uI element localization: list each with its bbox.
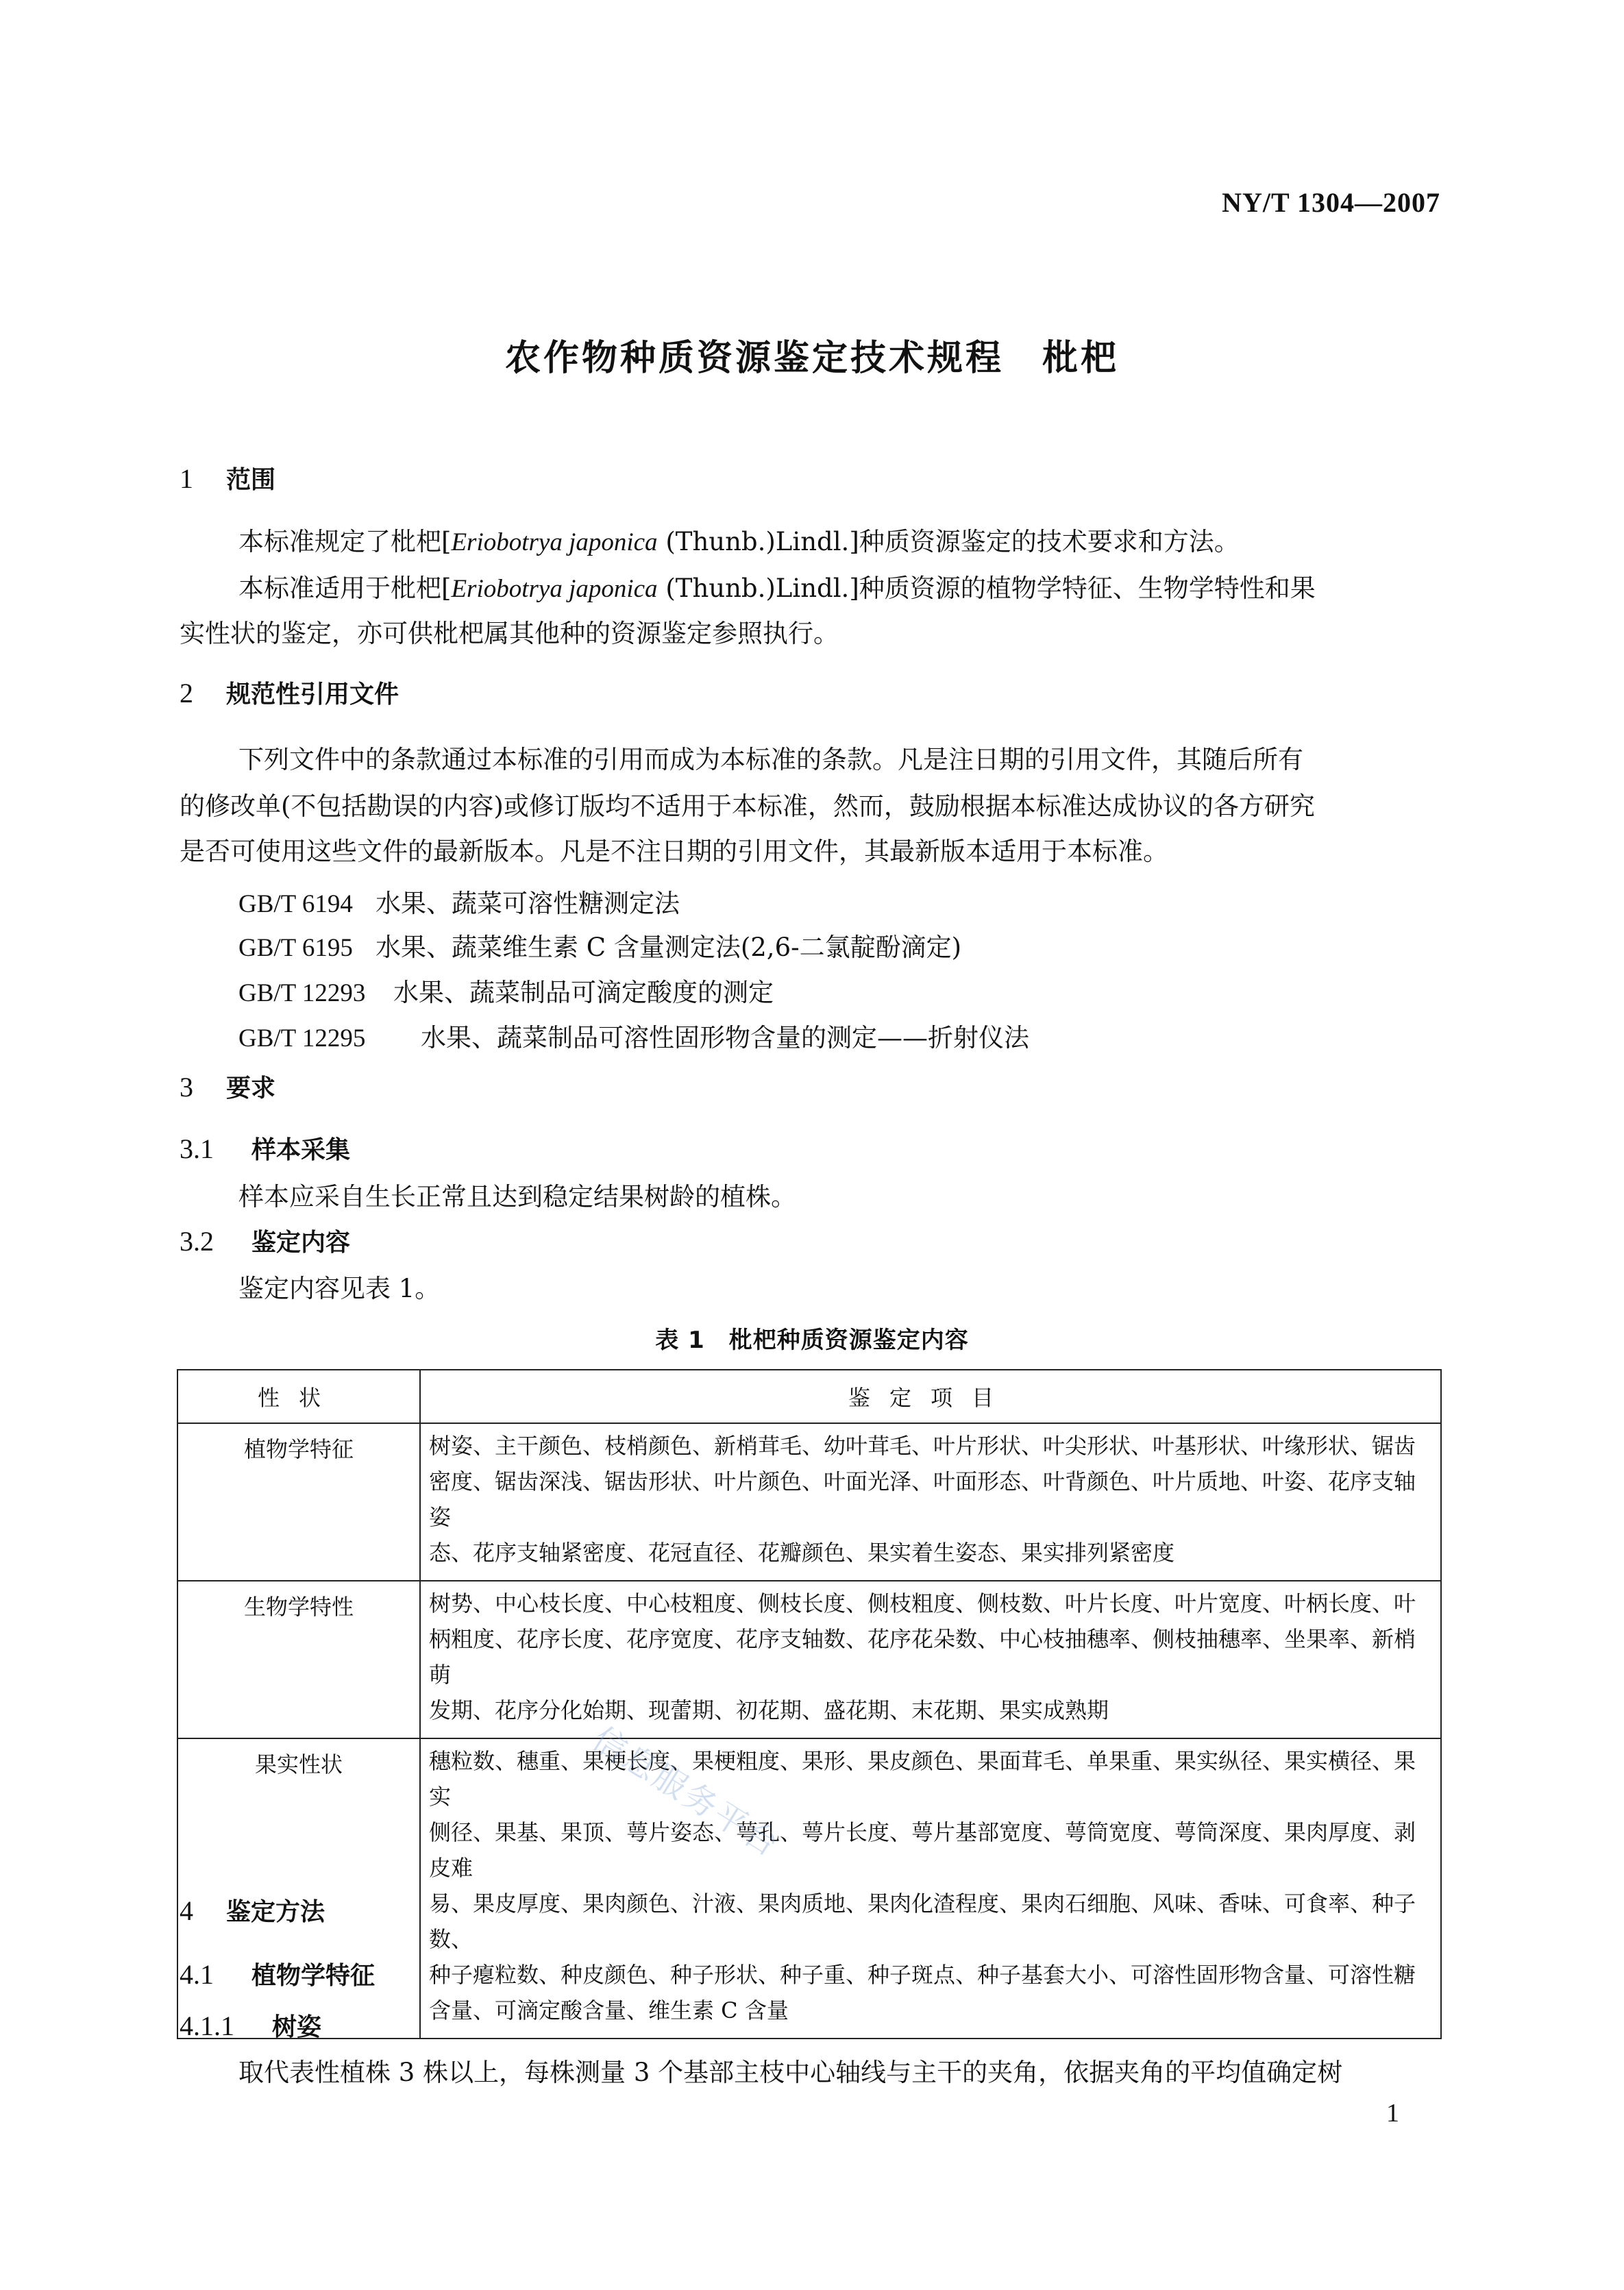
section-number: 2 bbox=[180, 678, 193, 709]
text: 本标准适用于枇杷[ bbox=[238, 574, 452, 603]
reference-title: 水果、蔬菜制品可溶性固形物含量的测定——折射仪法 bbox=[421, 1023, 1029, 1052]
document-title: 农作物种质资源鉴定技术规程 枇杷 bbox=[504, 338, 1119, 379]
reference-item bbox=[238, 972, 774, 1009]
section-4-1-heading bbox=[180, 1956, 375, 1991]
section-title: 植物学特征 bbox=[251, 1962, 376, 1990]
section-number: 3.2 bbox=[180, 1226, 214, 1257]
section-2-line-1: 下列文件中的条款通过本标准的引用而成为本标准的条款。凡是注日期的引用文件，其随后所有 bbox=[238, 745, 1303, 774]
section-number: 1 bbox=[180, 463, 193, 494]
items-line: 态、花序支轴紧密度、花冠直径、花瓣颜色、果实着生姿态、果实排列紧密度 bbox=[429, 1540, 1175, 1566]
table-header-row bbox=[177, 1370, 1441, 1423]
reference-title: 水果、蔬菜可溶性糖测定法 bbox=[376, 889, 680, 918]
items-line: 发期、花序分化始期、现蕾期、初花期、盛花期、末花期、果实成熟期 bbox=[429, 1697, 1109, 1723]
section-2-line-3: 是否可使用这些文件的最新版本。凡是不注日期的引用文件，其最新版本适用于本标准。 bbox=[180, 837, 1168, 866]
section-1-paragraph-2 bbox=[238, 566, 1316, 612]
section-title: 规范性引用文件 bbox=[226, 680, 399, 709]
items-line: 树势、中心枝长度、中心枝粗度、侧枝长度、侧枝粗度、侧枝数、叶片长度、叶片宽度、叶柄长度、叶 bbox=[429, 1590, 1416, 1616]
trait-cell: 生物学特性 bbox=[177, 1581, 420, 1738]
page-number: 1 bbox=[1386, 2099, 1399, 2128]
reference-code: GB/T 6194 bbox=[238, 890, 353, 918]
reference-code: GB/T 12293 bbox=[238, 979, 366, 1007]
latin-name: Eriobotrya japonica bbox=[451, 575, 658, 603]
latin-name: Eriobotrya japonica bbox=[451, 528, 658, 556]
section-3-1-heading bbox=[180, 1131, 350, 1166]
section-3-1-text: 样本应采自生长正常且达到稳定结果树龄的植株。 bbox=[238, 1182, 796, 1211]
trait-cell: 果实性状 bbox=[177, 1738, 420, 2039]
items-cell bbox=[420, 1581, 1441, 1738]
section-title: 样本采集 bbox=[251, 1136, 351, 1164]
column-header-trait: 性状 bbox=[177, 1370, 420, 1423]
section-title: 鉴定方法 bbox=[226, 1898, 325, 1926]
watermark: 信息服务平台 bbox=[585, 1719, 787, 1866]
section-number: 4.1 bbox=[180, 1959, 214, 1990]
section-4-1-1-heading bbox=[180, 2008, 321, 2043]
reference-item bbox=[238, 1017, 1029, 1054]
section-4-1-1-text: 取代表性植株 3 株以上，每株测量 3 个基部主枝中心轴线与主干的夹角，依据夹角的平均值确定树 bbox=[238, 2058, 1343, 2087]
column-header-items: 鉴定项目 bbox=[420, 1370, 1441, 1423]
items-line: 密度、锯齿深浅、锯齿形状、叶片颜色、叶面光泽、叶面形态、叶背颜色、叶片质地、叶姿、花序支轴姿 bbox=[429, 1468, 1416, 1530]
table-caption: 表 1 枇杷种质资源鉴定内容 bbox=[655, 1327, 969, 1354]
reference-item bbox=[238, 883, 680, 920]
table-row bbox=[177, 1738, 1441, 2039]
items-cell bbox=[420, 1423, 1441, 1581]
section-title: 树姿 bbox=[272, 2013, 322, 2041]
section-1-paragraph-2-continued: 实性状的鉴定，亦可供枇杷属其他种的资源鉴定参照执行。 bbox=[180, 619, 839, 648]
appraisal-content-table bbox=[177, 1369, 1442, 2039]
trait-cell: 植物学特征 bbox=[177, 1423, 420, 1581]
items-line: 树姿、主干颜色、枝梢颜色、新梢茸毛、幼叶茸毛、叶片形状、叶尖形状、叶基形状、叶缘形状、锯齿 bbox=[429, 1433, 1416, 1459]
section-title: 鉴定内容 bbox=[251, 1229, 351, 1257]
section-number: 3 bbox=[180, 1072, 193, 1103]
items-line: 易、果皮厚度、果肉颜色、汁液、果肉质地、果肉化渣程度、果肉石细胞、风味、香味、可食率、种子数、 bbox=[429, 1891, 1416, 1952]
section-1-heading bbox=[180, 460, 275, 495]
table-row bbox=[177, 1423, 1441, 1581]
items-line: 侧径、果基、果顶、萼片姿态、萼孔、萼片长度、萼片基部宽度、萼筒宽度、萼筒深度、果肉厚度、剥皮难 bbox=[429, 1819, 1416, 1881]
section-4-heading bbox=[180, 1893, 325, 1928]
section-2-heading bbox=[180, 675, 399, 710]
section-title: 要求 bbox=[226, 1074, 276, 1103]
section-number: 4.1.1 bbox=[180, 2010, 234, 2041]
items-line: 种子瘪粒数、种皮颜色、种子形状、种子重、种子斑点、种子基套大小、可溶性固形物含量、可溶性糖 bbox=[429, 1962, 1416, 1988]
reference-code: GB/T 12295 bbox=[238, 1024, 366, 1052]
reference-code: GB/T 6195 bbox=[238, 934, 353, 962]
items-line: 含量、可滴定酸含量、维生素 C 含量 bbox=[429, 1997, 789, 2023]
items-line: 穗粒数、穗重、果梗长度、果梗粗度、果形、果皮颜色、果面茸毛、单果重、果实纵径、果实横径、果实 bbox=[429, 1748, 1416, 1810]
text: (Thunb.)Lindl.]种质资源的植物学特征、生物学特性和果 bbox=[657, 574, 1316, 603]
section-number: 4 bbox=[180, 1895, 193, 1926]
items-cell bbox=[420, 1738, 1441, 2039]
text: (Thunb.)Lindl.]种质资源鉴定的技术要求和方法。 bbox=[657, 527, 1240, 556]
reference-title: 水果、蔬菜制品可滴定酸度的测定 bbox=[393, 978, 774, 1007]
items-line: 柄粗度、花序长度、花序宽度、花序支轴数、花序花朵数、中心枝抽穗率、侧枝抽穗率、坐果率、新梢萌 bbox=[429, 1626, 1416, 1688]
reference-title: 水果、蔬菜维生素 C 含量测定法(2,6-二氯靛酚滴定) bbox=[376, 933, 962, 962]
section-3-2-text: 鉴定内容见表 1。 bbox=[238, 1274, 441, 1303]
reference-item bbox=[238, 926, 961, 963]
standard-code: NY/T 1304—2007 bbox=[1222, 187, 1440, 218]
section-number: 3.1 bbox=[180, 1133, 214, 1164]
section-2-line-2: 的修改单(不包括勘误的内容)或修订版均不适用于本标准，然而，鼓励根据本标准达成协议的各方研究 bbox=[180, 791, 1315, 821]
section-title: 范围 bbox=[226, 466, 276, 494]
section-1-paragraph-1 bbox=[238, 519, 1240, 565]
text: 本标准规定了枇杷[ bbox=[238, 527, 452, 556]
section-3-heading bbox=[180, 1069, 275, 1104]
section-3-2-heading bbox=[180, 1223, 350, 1258]
table-row bbox=[177, 1581, 1441, 1738]
